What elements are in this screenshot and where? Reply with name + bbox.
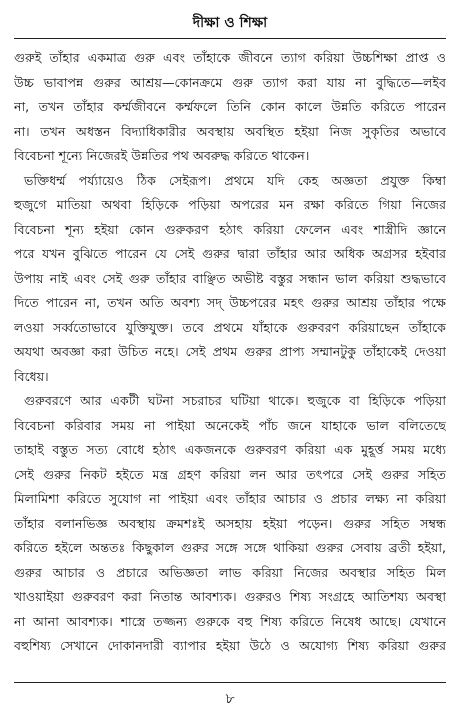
text-line: তাঁহার বলানভিজ্ঞ অবস্থায় ক্রমশঃই অসহায় হইয়া পড়েন। গুরুর সহিত সম্বন্ধ — [14, 515, 446, 531]
text-line: অযথা অবজ্ঞা করা উচিত নহে। সেই প্রথম গুরুর প্রাপ্য সম্মানটুকু তাঁহাকেই দেওয়া — [14, 344, 446, 359]
text-line: না আনা আবশ্যক। শাস্ত্রে তজ্জন্য গুরুকে বহু শিষ্য করিতে নিষেধ আছে। যেখানে — [14, 613, 446, 629]
page-number: ৮ — [225, 691, 235, 707]
text-line: বিবেচনা করিবার সময় না পাইয়া অনেকেই পাঁচ জনে যাহাকে ভাল বলিতেছে — [14, 417, 446, 433]
header-rule — [14, 38, 446, 39]
text-line: বিবেচনা শূন্যে নিজেরই উন্নতির পথ অবরুদ্ধ করিতে থাকেন। — [14, 148, 310, 163]
running-header: দীক্ষা ও শিক্ষা — [192, 15, 268, 31]
text-line: দিতে পারেন না, তখন অতি অবশ্য সদ্ উচ্চপরের মহৎ গুরুর আশ্রয় তাঁহার পক্ষে — [14, 295, 446, 310]
text-line: উপায় নাই এবং সেই গুরু তাঁহার বাঞ্ছিত অভীষ্ট বস্তুর সন্ধান ভাল করিয়া শুদ্ধভাবে — [14, 270, 446, 286]
text-line: লওয়া সর্ব্বতোভাবে যুক্তিযুক্ত। তবে প্রথমে যাঁহাকে গুরুবরণ করিয়াছেন তাঁহাকে — [14, 319, 446, 335]
text-line: হুজুগে মাতিয়া অথবা হিড়িকে পড়িয়া অপরের মন রক্ষা করিতে গিয়া নিজের — [14, 197, 446, 212]
paragraph — [14, 389, 446, 659]
text-line: সেই গুরুর নিকট হইতে মন্ত্র গ্রহণ করিয়া লন আর তৎপরে সেই গুরুর সহিত — [14, 466, 446, 482]
text-line: না। তখন অধস্তন বিদ্যাধিকারীর অবস্থায় অবস্থিত হইয়া নিজ সুকৃতির অভাবে — [14, 123, 446, 139]
text-line: ভক্তিধর্ম্ম পর্য্যায়েও ঠিক সেইরূপ। প্রথমে যদি কেহ অজ্ঞতা প্রযুক্ত কিম্বা — [24, 172, 446, 188]
text-line: গুরুই তাঁহার একমাত্র গুরু এবং তাঁহাকে জীবনে ত্যাগ করিয়া উচ্চশিক্ষা প্রাপ্ত ও — [14, 50, 446, 65]
text-line: বিবেচনা শূন্য হইয়া কোন গুরুকরণ হঠাৎ করিয়া ফেলেন এবং শাস্ত্রীদি জ্ঞানে — [14, 221, 446, 237]
text-line: উচ্চ ভাবাপন্ন গুরুর আশ্রয়—কোনক্রমে গুরু ত্যাগ করা যায় না বুদ্ধিতে—লইব — [14, 74, 446, 90]
paragraph — [14, 169, 446, 390]
text-line: করিতে হইলে অন্ততঃ কিছুকাল গুরুর সঙ্গে সঙ্গে থাকিয়া গুরুর সেবায় ব্রতী হইয়া, — [14, 540, 446, 555]
text-line: গুরুর আচার ও প্রচারে অভিজ্ঞতা লাভ করিয়া নিজের অবস্থার সহিত মিল — [14, 564, 446, 580]
text-line: বহুশিষ্য সেখানে দোকানদারী ব্যাপার হইয়া উঠে ও অযোগ্য শিষ্য করিয়া গুরুর — [14, 638, 446, 653]
text-line: পরে যখন বুঝিতে পারেন যে সেই গুরুর দ্বারা তাঁহার আর অধিক অগ্রসর হইবার — [14, 246, 446, 261]
text-line: খাওয়াইয়া গুরুবরণ করা নিতান্ত আবশ্যক। গুরুরও শিষ্য সংগ্রহে আতিশয্য অবস্থা — [14, 589, 446, 604]
text-line: গুরুবরণে আর একটী ঘটনা সচরাচর ঘটিয়া থাকে। হুজুকে বা হিড়িকে পড়িয়া — [24, 393, 446, 408]
text-line: মিলামিশা করিতে সুযোগ না পাইয়া এবং তাঁহার আচার ও প্রচার লক্ষ্য না করিয়া — [14, 491, 446, 506]
text-line: তাহাই বস্তুত সত্য বোধে হঠাৎ একজনকে গুরুবরণ করিয়া এক মুহূর্ত্ত সময় মধ্যে — [14, 442, 446, 457]
page-body — [14, 46, 446, 659]
footer-rule — [14, 682, 446, 683]
paragraph — [14, 46, 446, 169]
text-line: না, তখন তাঁহার কর্ম্মজীবনে কর্ম্মফলে তিনি কোন কালে উন্নতি করিতে পারেন — [14, 99, 446, 114]
text-line: বিধেয়। — [14, 368, 49, 384]
